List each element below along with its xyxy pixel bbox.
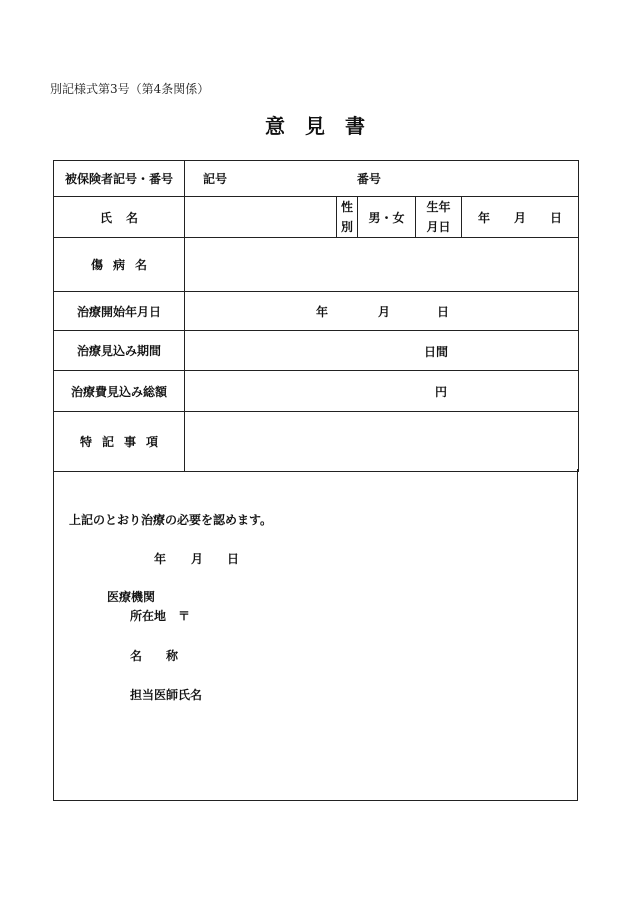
address-label: 所在地 〒 bbox=[130, 609, 191, 623]
kigo-label: 記号 bbox=[203, 172, 228, 186]
opinion-form-table bbox=[53, 160, 579, 472]
sex-options[interactable]: 男・女 bbox=[358, 197, 416, 238]
sex-label-top: 性 bbox=[340, 200, 353, 214]
disease-field[interactable] bbox=[185, 238, 579, 292]
dob-label bbox=[416, 197, 462, 238]
cost-field[interactable] bbox=[185, 371, 579, 412]
row-insured bbox=[54, 161, 579, 197]
dob-field[interactable] bbox=[462, 197, 579, 238]
certification-section bbox=[53, 469, 578, 801]
start-date-field[interactable] bbox=[185, 292, 579, 331]
remarks-field[interactable] bbox=[185, 412, 579, 472]
row-remarks bbox=[54, 412, 579, 472]
sex-label bbox=[337, 197, 358, 238]
certification-statement: 上記のとおり治療の必要を認めます。 bbox=[69, 513, 273, 527]
bango-label: 番号 bbox=[356, 172, 381, 186]
start-date-label: 治療開始年月日 bbox=[54, 292, 185, 331]
institution-label: 医療機関 bbox=[107, 590, 156, 604]
start-year: 年 bbox=[316, 305, 329, 319]
institution-name-label: 名 称 bbox=[130, 649, 179, 663]
cert-month: 月 bbox=[191, 552, 204, 566]
dob-month: 月 bbox=[514, 210, 527, 225]
period-label: 治療見込み期間 bbox=[54, 331, 185, 371]
insured-number-field[interactable] bbox=[185, 161, 579, 197]
cost-unit: 円 bbox=[435, 385, 448, 399]
sex-label-bottom: 別 bbox=[340, 220, 353, 234]
insured-number-label: 被保険者記号・番号 bbox=[54, 161, 185, 197]
remarks-label: 特記事項 bbox=[54, 412, 185, 472]
dob-label-top: 生年 bbox=[426, 200, 451, 214]
name-field[interactable] bbox=[185, 197, 337, 238]
row-cost bbox=[54, 371, 579, 412]
row-disease bbox=[54, 238, 579, 292]
start-day: 日 bbox=[437, 305, 450, 319]
dob-label-bottom: 月日 bbox=[426, 220, 451, 234]
doctor-name-label: 担当医師氏名 bbox=[130, 688, 203, 702]
row-name bbox=[54, 197, 579, 238]
start-month: 月 bbox=[378, 305, 391, 319]
document-title: 意見書 bbox=[265, 114, 385, 138]
period-field[interactable] bbox=[185, 331, 579, 371]
dob-year: 年 bbox=[478, 210, 491, 225]
cost-label: 治療費見込み総額 bbox=[54, 371, 185, 412]
dob-day: 日 bbox=[550, 210, 563, 225]
cert-day: 日 bbox=[227, 552, 240, 566]
row-period bbox=[54, 331, 579, 371]
cert-year: 年 bbox=[154, 552, 167, 566]
form-reference: 別記様式第3号（第4条関係） bbox=[50, 82, 210, 96]
row-start-date bbox=[54, 292, 579, 331]
name-label: 氏名 bbox=[54, 197, 185, 238]
disease-label: 傷病名 bbox=[54, 238, 185, 292]
period-unit: 日間 bbox=[424, 344, 449, 359]
